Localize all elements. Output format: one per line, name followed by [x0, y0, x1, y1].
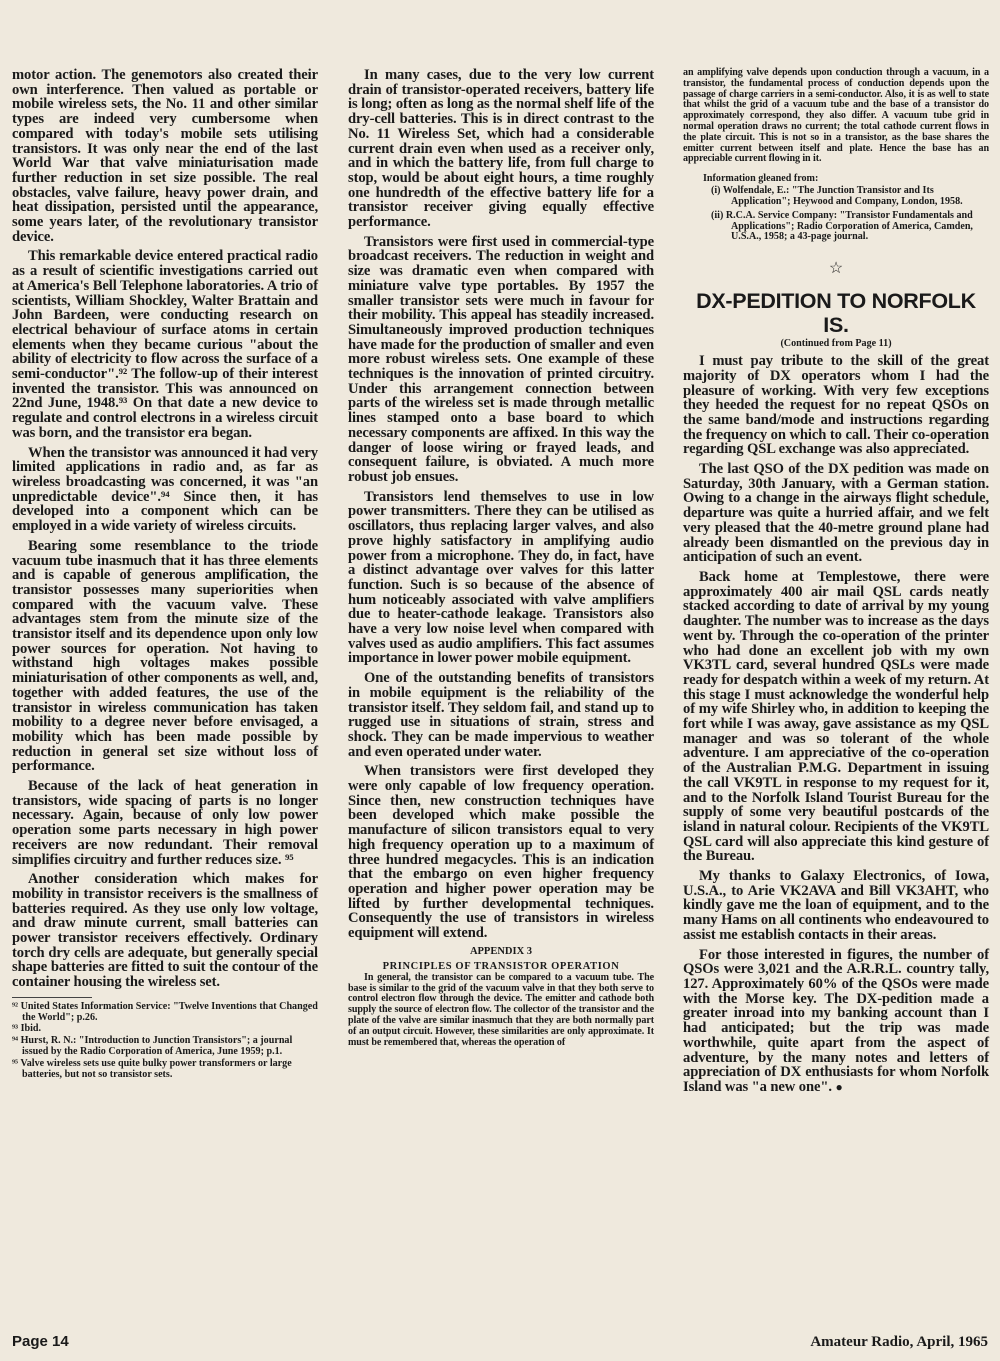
footnote: ⁹² United States Information Service: "Twelve Inventions that Changed the World"; p.26.	[12, 1000, 318, 1023]
footnote: ⁹³ Ibid.	[12, 1023, 42, 1035]
column-1	[12, 68, 318, 1081]
references	[683, 173, 989, 243]
paragraph: Another consideration which makes for mobility in transistor receivers is the smallness of batteries required. As they use only low voltage, and draw minute current, small batteries can power transistor receivers effectively. Ordinary torch dry cells are adequate, but generally special shape batteries are fitted to suit the contour of the container housing the wireless set.	[12, 871, 318, 991]
paragraph: The last QSO of the DX pedition was made on Saturday, 30th January, with a German station. Owing to a change in the airways flight schedule, departure was quite a hurried affair, and we felt very pleased that the 40-metre ground plane had already been dismantled on the previous day in anticipation of such an event.	[683, 461, 989, 566]
paragraph: motor action. The genemotors also created their own interference. Then valued as portable or mobile wireless sets, the No. 11 and other similar types are indeed very cumbersome when compared with today's mobile sets utilising transistors. It was only near the end of the last World War that valve miniaturisation made further reduction in set size possible. The real obstacles, valve failure, heavy power drain, and heat dissipation, persisted until the appearance, some years later, of the revolutionary transistor device.	[12, 67, 318, 245]
reference-item: (ii) R.C.A. Service Company: "Transistor Fundamentals and Applications"; Radio Corporation of America, Camden, U.S.A., 1958; a 43-page journal.	[711, 209, 973, 243]
paragraph: Back home at Templestowe, there were approximately 400 air mail QSL cards neatly stacked according to date of arrival by my young daughter. The number was to increase as the days went by. Through the co-operation of the printer who had done an excellent job with my own VK3TL card, several hundred QSLs were made ready for despatch within a week of my return. At this stage I must acknowledge the wonderful help of my wife Shirley who, in addition to keeping the fort while I was away, gave assistance as my QSL manager and was so tolerant of the whole adventure. I am appreciative of the co-operation of the Australian P.M.G. Department in issuing the call VK9TL in response to my request for it, and to the Norfolk Island Tourist Bureau for the supply of some very beautiful postcards of the island in natural colour. Recipients of the VK9TL QSL card will also appreciate this kind gesture of the Bureau.	[683, 569, 989, 865]
paragraph: When transistors were first developed they were only capable of low frequency operation. Since then, new construction techniques have been developed which make possible the manufacture of silicon transistors equal to very high frequency operation up to a maximum of three hundred megacycles. This is an indication that the embargo on even higher frequency operation and higher power operation may be lifted by further developmental techniques. Consequently the use of transistors in wireless equipment will extend.	[348, 763, 654, 942]
paragraph: Bearing some resemblance to the triode vacuum tube inasmuch that it has three elements and is capable of generous amplification, the transistor possesses many superiorities when compared with the vacuum valve. These advantages stem from the minute size of the transistor itself and its dependence upon only low power sources for operation. Not having to withstand high voltages makes possible miniaturisation of other components as well, and, together with added features, the use of the transistor in wireless communication has taken mobility to a degree never before envisaged, a mobility which has been made possible by reduction in general set size without loss of performance.	[12, 537, 318, 775]
paragraph-text: For those interested in figures, the number of QSOs were 3,021 and the A.R.R.L. country tally, 127. Approximately 60% of the QSOs were made with the Morse key. The DX-pedition made a greater inroad into my banking account than I had anticipated; but the trip was made worthwhile, quite apart from the aspect of adventure, by the many notes and letters of appreciation of DX enthusiasts for whom Norfolk Island was "a new one".	[683, 946, 989, 1095]
column-2	[348, 68, 654, 1053]
paragraph: I must pay tribute to the skill of the great majority of DX operators whom I had the pleasure of working. With very few exceptions they heeded the request for no repeat QSOs on the same band/mode and instructions regarding the frequency on which to call. Their co-operation regarding QSL exchange was also appreciated.	[683, 353, 989, 458]
paragraph: One of the outstanding benefits of transistors in mobile equipment is the reliability of the transistor itself. They seldom fail, and stand up to rugged use in situations of strain, stress and shock. They can be made impervious to weather and even operated under water.	[348, 670, 654, 760]
references-heading: Information gleaned from:	[703, 173, 819, 185]
paragraph: In general, the transistor can be compared to a vacuum tube. The base is similar to the grid of the vacuum valve in that they both serve to control electron flow through the device. The emitter and cathode both supply the source of electron flow. The collector of the transistor and the plate of the valve are similar inasmuch that they are both normally part of an output circuit. However, these similarities are only approximate. It must be remembered that, whereas the operation of	[348, 971, 654, 1048]
page-number: Page 14	[12, 1333, 69, 1350]
end-mark-icon: ●	[835, 1079, 843, 1094]
star-icon: ☆	[828, 260, 844, 278]
appendix-heading: APPENDIX 3	[469, 945, 533, 957]
paragraph: Because of the lack of heat generation in transistors, wide spacing of parts is no longer necessary. Again, because of only low power operation some parts necessary in high power receivers are now redundant. Their removal simplifies circuitry and further reduces size. ⁹⁵	[12, 778, 318, 868]
footnotes	[12, 1002, 318, 1081]
appendix-subheading: PRINCIPLES OF TRANSISTOR OPERATION	[382, 960, 620, 972]
paragraph	[683, 948, 989, 1095]
paragraph: My thanks to Galaxy Electronics, of Iowa, U.S.A., to Arie VK2AVA and Bill VK3AHT, who kindly gave me the loan of equipment, and to the many Hams on all continents who endeavoured to assist me establish contacts in their areas.	[683, 868, 989, 943]
footnote: ⁹⁵ Valve wireless sets use quite bulky power transformers or large batteries, but not so transistor sets.	[12, 1057, 292, 1080]
article-continuation-note: (Continued from Page 11)	[780, 338, 892, 350]
publication-info: Amateur Radio, April, 1965	[810, 1334, 988, 1350]
appendix-body	[348, 973, 654, 1049]
column-3	[683, 68, 989, 1100]
paragraph: Transistors were first used in commercial-type broadcast receivers. The reduction in weight and size was dramatic even when compared with miniature valve type portables. By 1957 the smaller transistor sets were much in favour for their mobility. This appeal has steadily increased. Simultaneously improved production techniques have made for the production of smaller and even more robust wireless sets. One example of these techniques is the innovation of printed circuitry. Under this arrangement connection between parts of the wireless set is made through metallic lines stamped onto a base board to which necessary components are affixed. In this way the danger of loose wiring or frayed leads, and consequent failure, is obviated. A much more robust job ensues.	[348, 233, 654, 485]
paragraph: This remarkable device entered practical radio as a result of scientific investigations carried out at America's Bell Telephone laboratories. A trio of scientists, William Shockley, Walter Brattain and John Bardeen, were conducting research on electrical behaviour of surface atoms in certain elements when they became curious "about the ability of electricity to flow across the surface of a semi-conductor".⁹² The follow-up of their interest invented the transistor. This was announced on 22nd June, 1948.⁹³ On that date a new device to regulate and control electrons in a wireless circuit was born, and the transistor era began.	[12, 248, 318, 441]
footnote-divider	[12, 997, 92, 998]
footnote: ⁹⁴ Hurst, R. N.: "Introduction to Junction Transistors"; a journal issued by the Radio Corporation of America, June 1959; p.1.	[12, 1035, 293, 1058]
paragraph: When the transistor was announced it had very limited applications in radio and, as far as wireless broadcasting was concerned, it was "an unpredictable device".⁹⁴ Since then, it has developed into a component which can be employed in a wide variety of wireless circuits.	[12, 444, 318, 535]
paragraph: an amplifying valve depends upon conduction through a vacuum, in a transistor, the fundamental process of conduction depends upon the passage of charge carriers in a semi-conductor. Also, it is as well to state that whilst the grid of a vacuum tube and the base of a transistor do approximately correspond, they also differ. A vacuum tube grid in normal operation draws no current; the total cathode current flows in the plate circuit. This is not so in a transistor, as the base shares the emitter current between itself and plate. Hence the base has an appreciable current flowing in it.	[683, 67, 989, 165]
paragraph: Transistors lend themselves to use in low power transmitters. There they can be utilised as oscillators, thus replacing larger valves, and also prove highly satisfactory in amplifying audio power from a microphone. They do, in fact, have a distinct advantage over valves for this latter function. Such is so because of the absence of hum noticeably associated with valve amplifiers due to heater-cathode leakage. Transistors also have a very low noise level when compared with valves used as audio amplifiers. This fact assumes importance in lower power mobile equipment.	[348, 488, 654, 667]
reference-item: (i) Wolfendale, E.: "The Junction Transistor and Its Application"; Heywood and Company, London, 1958.	[711, 185, 963, 207]
article-title: DX-PEDITION TO NORFOLK IS.	[696, 289, 976, 338]
paragraph: In many cases, due to the very low current drain of transistor-operated receivers, battery life is long; often as long as the normal shelf life of the dry-cell batteries. This is in direct contrast to the No. 11 Wireless Set, which had a considerable current drain even when used as a receiver only, and in which the battery life, from full charge to stop, would be about eight hours, a time roughly one hundredth of the effective battery life for a transistor receiver giving equally effective performance.	[348, 67, 654, 231]
